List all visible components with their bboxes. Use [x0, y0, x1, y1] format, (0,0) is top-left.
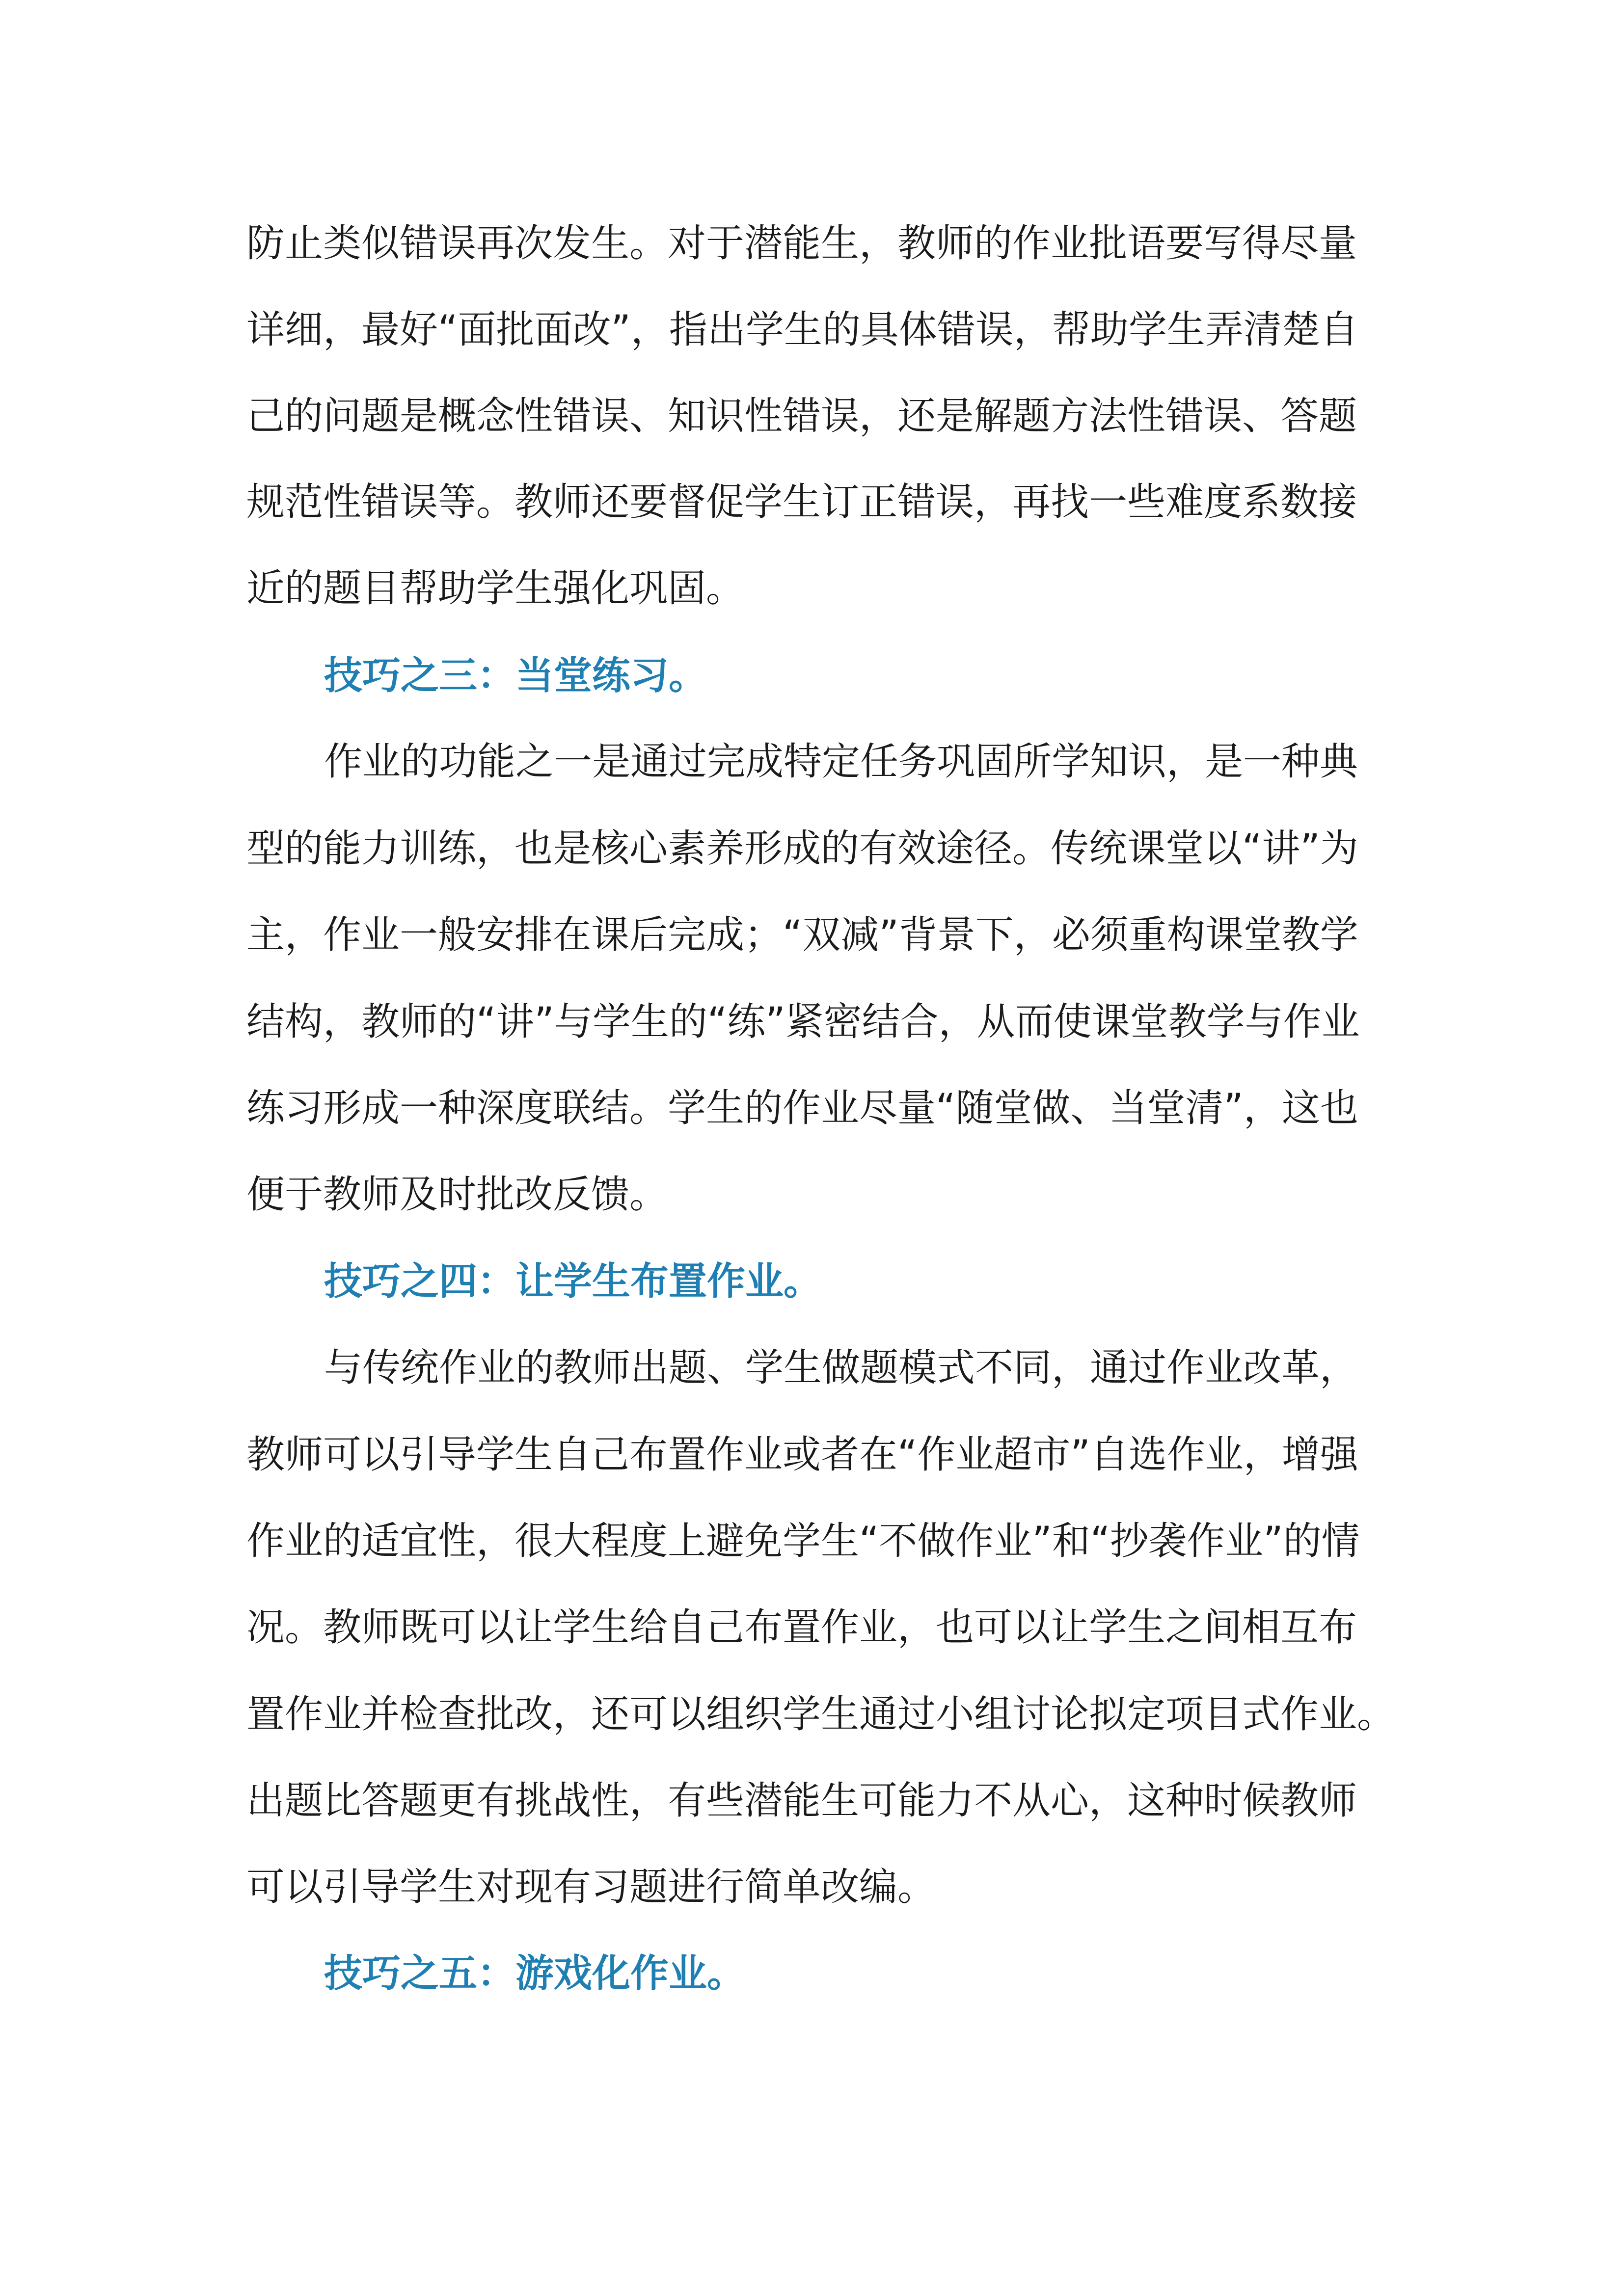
- paragraph-line: 况。教师既可以让学生给自己布置作业，也可以让学生之间相互布: [246, 1605, 1357, 1650]
- paragraph-line: 作业的适宜性，很大程度上避免学生“不做作业”和“抄袭作业”的情: [246, 1519, 1360, 1563]
- paragraph-line: 防止类似错误再次发生。对于潜能生，教师的作业批语要写得尽量: [246, 221, 1357, 266]
- section-heading: 技巧之五：游戏化作业。: [324, 1951, 746, 1996]
- paragraph-line: 置作业并检查批改，还可以组织学生通过小组讨论拟定项目式作业。: [246, 1692, 1396, 1736]
- paragraph-line: 作业的功能之一是通过完成特定任务巩固所学知识，是一种典: [324, 740, 1358, 784]
- paragraph-line: 详细，最好“面批面改”，指出学生的具体错误，帮助学生弄清楚自: [246, 308, 1358, 352]
- section-heading: 技巧之三：当堂练习。: [324, 654, 707, 698]
- paragraph-line: 练习形成一种深度联结。学生的作业尽量“随堂做、当堂清”，这也: [246, 1086, 1358, 1130]
- paragraph-line: 主，作业一般安排在课后完成；“双减”背景下，必须重构课堂教学: [246, 913, 1358, 957]
- paragraph-line: 可以引导学生对现有习题进行简单改编。: [246, 1865, 936, 1909]
- paragraph-line: 规范性错误等。教师还要督促学生订正错误，再找一些难度系数接: [246, 480, 1357, 524]
- paragraph-line: 近的题目帮助学生强化巩固。: [246, 566, 745, 611]
- paragraph-line: 教师可以引导学生自己布置作业或者在“作业超市”自选作业，增强: [246, 1433, 1358, 1477]
- paragraph-line: 出题比答题更有挑战性，有些潜能生可能力不从心，这种时候教师: [246, 1779, 1357, 1823]
- paragraph-line: 结构，教师的“讲”与学生的“练”紧密结合，从而使课堂教学与作业: [246, 1000, 1360, 1044]
- section-heading: 技巧之四：让学生布置作业。: [324, 1259, 822, 1304]
- paragraph-line: 与传统作业的教师出题、学生做题模式不同，通过作业改革，: [324, 1346, 1358, 1390]
- paragraph-line: 型的能力训练，也是核心素养形成的有效途径。传统课堂以“讲”为: [246, 827, 1358, 871]
- paragraph-line: 便于教师及时批改反馈。: [246, 1173, 668, 1217]
- paragraph-line: 己的问题是概念性错误、知识性错误，还是解题方法性错误、答题: [246, 394, 1357, 438]
